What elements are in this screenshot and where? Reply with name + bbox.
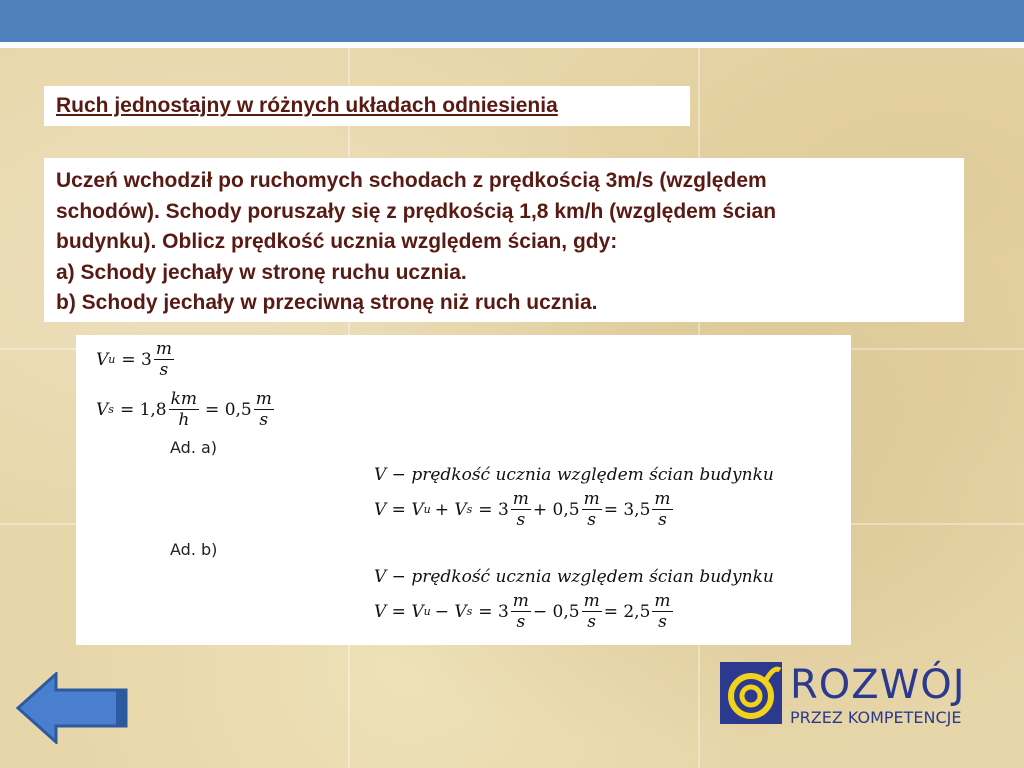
solution-panel — [76, 335, 851, 645]
part-a-definition: V − prędkość ucznia względem ścian budynku — [374, 465, 774, 485]
back-button[interactable] — [16, 672, 130, 744]
problem-line: b) Schody jechały w przeciwną stronę niż ruch ucznia. — [56, 291, 598, 314]
slide-title: Ruch jednostajny w różnych układach odniesienia — [56, 94, 558, 117]
part-b-definition: V − prędkość ucznia względem ścian budynku — [374, 567, 774, 587]
given-vu: V u = 3 $\frac{m}{s}$ — [96, 339, 172, 380]
slide-title-box — [44, 86, 690, 126]
given-vs: V s = 1,8 $\frac{km}{h}$ = 0,5 $\frac{m}{s}$ — [96, 389, 272, 430]
logo — [720, 660, 995, 728]
problem-line: Uczeń wchodził po ruchomych schodach z prędkością 3m/s (względem — [56, 169, 767, 192]
left-arrow-icon — [16, 672, 130, 744]
logo-subtitle: PRZEZ KOMPETENCJE — [790, 708, 962, 727]
part-b-formula: V = V u − V s = 3 $\frac{m}{s}$ − 0,5 $\frac{m}{s}$ = 2,5 $\frac{m}{s}$ — [374, 591, 671, 632]
problem-statement — [44, 158, 964, 322]
problem-line: schodów). Schody poruszały się z prędkością 1,8 km/h (względem ścian — [56, 199, 777, 223]
part-a-formula: V = V u + V s = 3 $\frac{m}{s}$ + 0,5 $\frac{m}{s}$ = 3,5 $\frac{m}{s}$ — [374, 489, 671, 530]
top-bar — [0, 0, 1024, 42]
problem-line: budynku). Oblicz prędkość ucznia względem ścian, gdy: — [56, 230, 618, 253]
snail-logo-icon — [720, 662, 786, 728]
logo-word: ROZWÓJ — [790, 662, 966, 708]
part-a-label: Ad. a) — [170, 438, 218, 457]
part-b-label: Ad. b) — [170, 540, 218, 559]
problem-line: a) Schody jechały w stronę ruchu ucznia. — [56, 260, 467, 284]
